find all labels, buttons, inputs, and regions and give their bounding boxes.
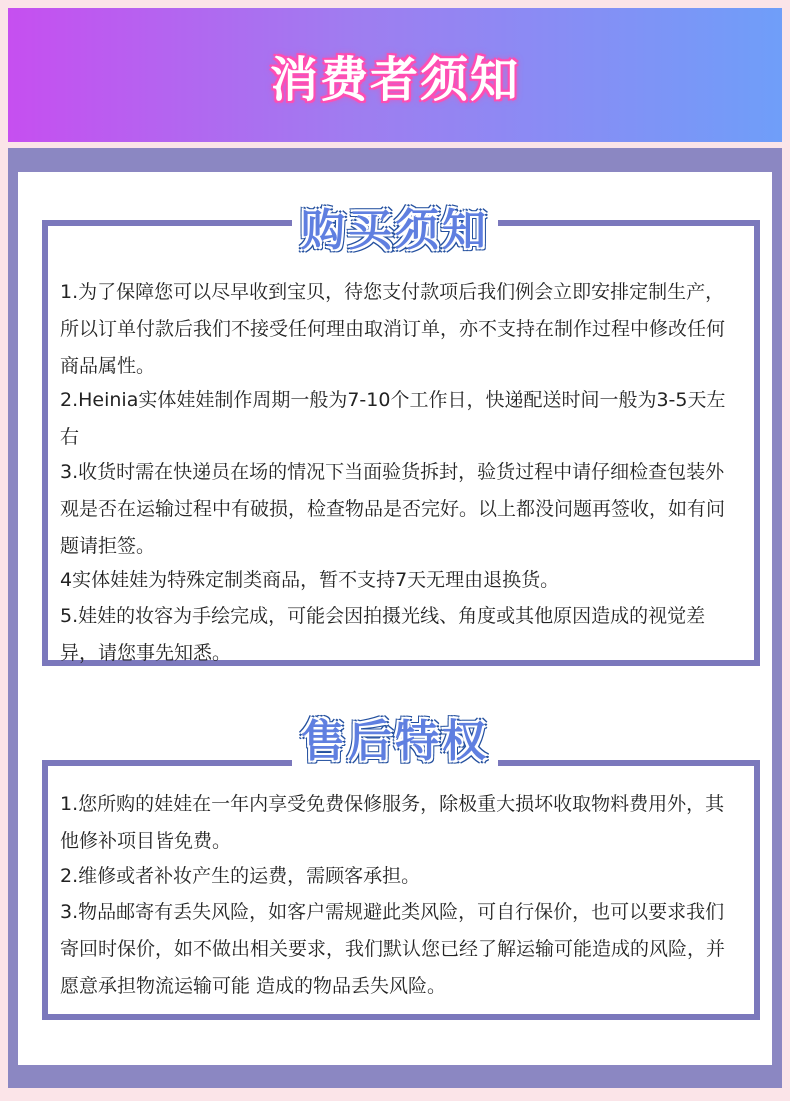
purchase-item-1: 1.为了保障您可以尽早收到宝贝，待您支付款项后我们例会立即安排定制生产，所以订单付款后我们不接受任何理由取消订单，亦不支持在制作过程中修改任何商品属性。 — [60, 281, 726, 377]
after-sales-item-2: 2.维修或者补妆产生的运费，需顾客承担。 — [60, 865, 421, 887]
purchase-item-3: 3.收货时需在快递员在场的情况下当面验货拆封，验货过程中请仔细检查包装外观是否在运输过程中有破损，检查物品是否完好。以上都没问题再签收，如有问题请拒签。 — [60, 461, 726, 557]
after-sales-item-3: 3.物品邮寄有丢失风险，如客户需规避此类风险，可自行保价，也可以要求我们寄回时保价，如不做出相关要求，我们默认您已经了解运输可能造成的风险，并愿意承担物流运输可能 造成的物品丢失风险。 — [60, 901, 726, 997]
purchase-item-4: 4实体娃娃为特殊定制类商品，暂不支持7天无理由退换货。 — [60, 569, 560, 591]
after-sales-item-1: 1.您所购的娃娃在一年内享受免费保修服务，除极重大损坏收取物料费用外，其他修补项目皆免费。 — [60, 793, 725, 852]
header-banner — [8, 8, 782, 142]
purchase-notice-title: 购买须知 — [301, 205, 489, 256]
purchase-item-2: 2.Heinia实体娃娃制作周期一般为7-10个工作日，快递配送时间一般为3-5天左右 — [60, 389, 726, 448]
after-sales-title: 售后特权 — [301, 716, 489, 767]
page-title: 消费者须知 — [269, 51, 520, 108]
purchase-item-5: 5.娃娃的妆容为手绘完成，可能会因拍摄光线、角度或其他原因造成的视觉差异，请您事先知悉。 — [60, 605, 706, 664]
